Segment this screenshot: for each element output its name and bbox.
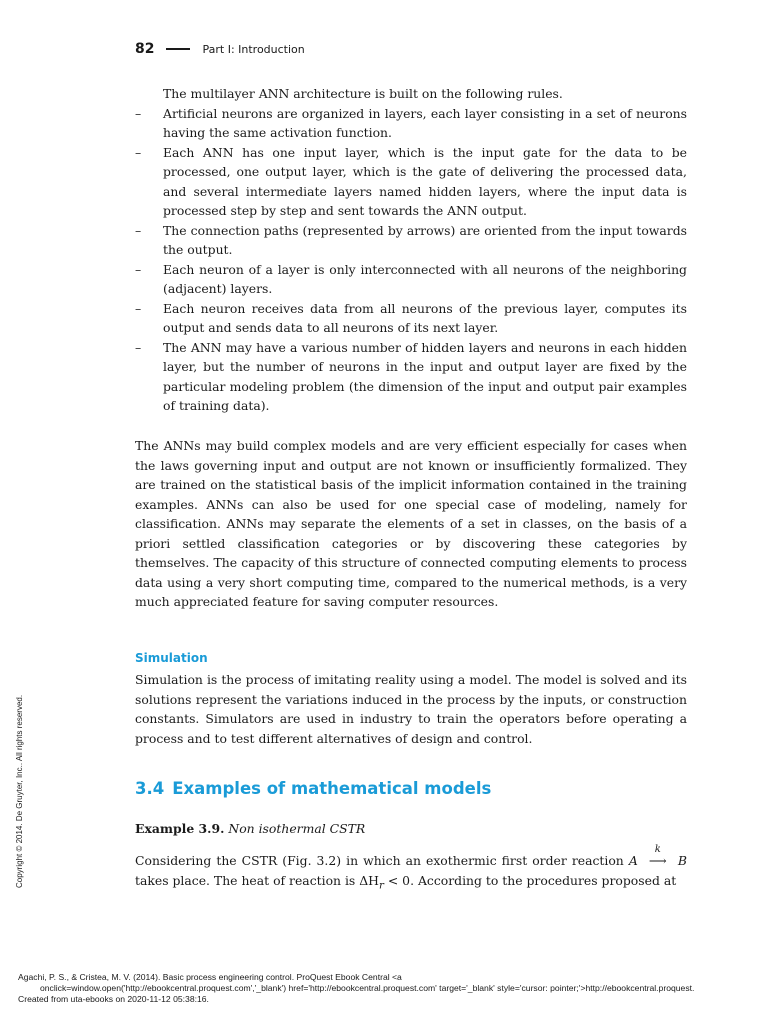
list-item bbox=[135, 338, 687, 416]
rule-text: Each neuron of a layer is only interconnected with all neurons of the neighboring (adjacent) layers. bbox=[163, 261, 687, 296]
running-title: Part I: Introduction bbox=[202, 42, 305, 56]
dash-marker: – bbox=[135, 222, 142, 238]
example-text-1: Considering the CSTR (Fig. 3.2) in which an exothermic first order reaction bbox=[135, 853, 624, 868]
list-item bbox=[135, 221, 687, 260]
margin-copyright: Copyright © 2014. De Gruyter, Inc.. All rights reserved. bbox=[15, 694, 24, 888]
list-item bbox=[135, 143, 687, 221]
example-text-3: < 0. According to the procedures proposed at bbox=[383, 872, 677, 888]
example-heading bbox=[135, 821, 365, 836]
dash-marker: – bbox=[135, 261, 142, 277]
example-paragraph bbox=[135, 844, 687, 895]
header-rule bbox=[166, 48, 190, 50]
rule-text: The ANN may have a various number of hidden layers and neurons in each hidden layer, but the number of neurons in the input and output layer are fixed by the particular modeling problem (the dimension of the input and output pair examples of training data). bbox=[163, 339, 687, 413]
reaction-arrow bbox=[643, 844, 673, 871]
example-label: Example 3.9. bbox=[135, 821, 225, 836]
rate-constant: k bbox=[654, 844, 661, 855]
citation-footer bbox=[18, 972, 768, 1005]
rules-list bbox=[135, 104, 687, 416]
section-title: Examples of mathematical models bbox=[172, 779, 492, 798]
rule-text: The connection paths (represented by arrows) are oriented from the input towards the output. bbox=[163, 222, 687, 257]
arrow-glyph: ⟶ bbox=[648, 853, 667, 868]
simulation-label: Simulation bbox=[135, 651, 208, 665]
list-item bbox=[135, 260, 687, 299]
reactant-symbol: A bbox=[628, 853, 638, 868]
footer-line-2: onclick=window.open('http://ebookcentral.proquest.com','_blank') href='http://ebookcentral.proquest.com' target='_blank' style='cursor: pointer;'>http://ebookcentral.proquest. bbox=[40, 983, 695, 993]
section-number: 3.4 bbox=[135, 779, 165, 798]
page-header bbox=[135, 39, 305, 59]
footer-line-3: Created from uta-ebooks on 2020-11-12 05:38:16. bbox=[18, 994, 209, 1004]
page-number: 82 bbox=[135, 41, 155, 57]
ann-paragraph: The ANNs may build complex models and are very efficient especially for cases when the laws governing input and output are not known or insufficiently formalized. They are trained on the statistical basis of the implicit information contained in the training examples. ANNs can also be used for one special case of modeling, namely for classification. ANNs may separate the elements of a set in classes, on the basis of a priori settled classification categories or by discovering these categories by themselves. The capacity of this structure of connected computing elements to process data using a very short computing time, compared to the numerical methods, is a very much appreciated feature for saving computer resources. bbox=[135, 438, 687, 609]
simulation-paragraph: Simulation is the process of imitating reality using a model. The model is solved and its solutions represent the variations induced in the process by the inputs, or construction constants. Simulators are used in industry to train the operators before operating a process and to test different alternatives of design and control. bbox=[135, 672, 687, 746]
list-item bbox=[135, 299, 687, 338]
list-item bbox=[135, 104, 687, 143]
product-symbol: B bbox=[677, 853, 687, 868]
rule-text: Each ANN has one input layer, which is the input gate for the data to be processed, one output layer, which is the gate of delivering the processed data, and several intermediate layers named hidden layers, where the input data is processed step by step and sent towards the ANN output. bbox=[163, 144, 687, 218]
dash-marker: – bbox=[135, 105, 142, 121]
example-title: Non isothermal CSTR bbox=[228, 821, 366, 836]
subscript-r: r bbox=[378, 878, 384, 891]
rule-text: Each neuron receives data from all neurons of the previous layer, computes its output and sends data to all neurons of its next layer. bbox=[163, 300, 687, 335]
rules-lead: The multilayer ANN architecture is built on the following rules. bbox=[163, 86, 563, 101]
footer-line-1: Agachi, P. S., & Cristea, M. V. (2014). Basic process engineering control. ProQuest Ebook Central <a bbox=[18, 972, 402, 982]
ann-rules-block bbox=[135, 84, 687, 416]
dash-marker: – bbox=[135, 300, 142, 316]
dash-marker: – bbox=[135, 144, 142, 160]
dash-marker: – bbox=[135, 339, 142, 355]
rule-text: Artificial neurons are organized in layers, each layer consisting in a set of neurons having the same activation function. bbox=[163, 105, 687, 140]
section-heading bbox=[135, 779, 491, 798]
example-text-2: takes place. The heat of reaction is ΔH bbox=[135, 872, 379, 888]
